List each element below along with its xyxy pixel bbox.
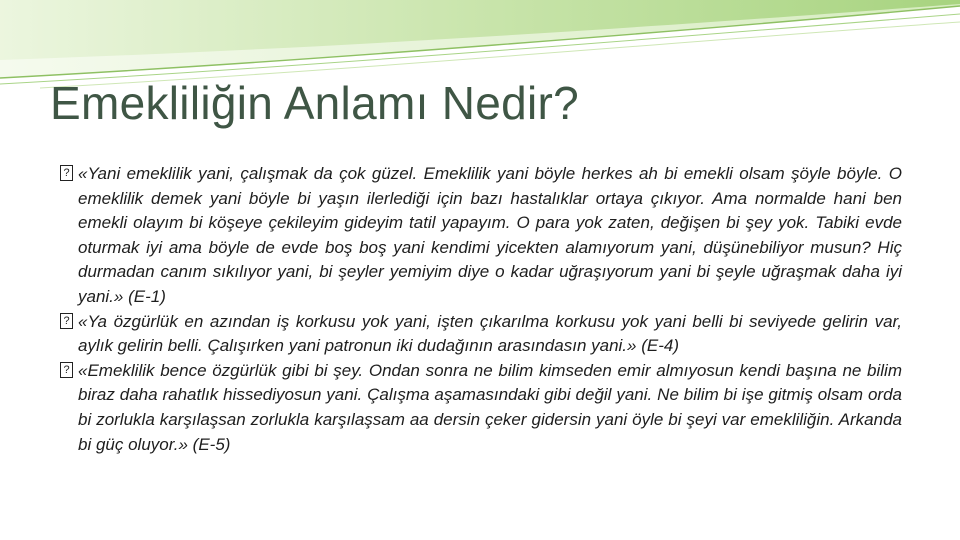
quote-text-2: «Ya özgürlük en azından iş korkusu yok yani, işten çıkarılma korkusu yok yani belli bi seviyede gelirin var, aylık gelirin belli. Çalışırken yani patronun iki dudağının arasındasın yani.» (E-4) — [78, 311, 902, 356]
slide-title: Emekliliğin Anlamı Nedir? — [50, 77, 580, 129]
quote-text-1: «Yani emeklilik yani, çalışmak da çok güzel. Emeklilik yani böyle herkes ah bi emekli olsam şöyle böyle. O emeklilik demek yani böyle bi yaşın ilerlediği için bazı hastalıklar ortaya çıkıyor. Ama normalde hani ben emekli olayım bi köşeye çekileyim gideyim tatil yapayım. O para yok zaten, değişen bi şey yok. Tabiki evde oturmak iyi ama böyle de evde boş boş yani kendimi yicekten alamıyorum yani, düşünebiliyor musun? Hiç durmadan canım sıkılıyor yani, bi şeyler yemiyim diye o kadar uğraşıyorum yani bi şeyle uğraşmak daha iyi yani.» (E-1) — [78, 164, 902, 306]
quote-paragraph-1 — [60, 162, 902, 310]
missing-glyph-bullet-icon: ? — [60, 165, 73, 181]
slide-body — [60, 162, 902, 457]
missing-glyph-bullet-icon: ? — [60, 362, 73, 378]
quote-paragraph-2 — [60, 310, 902, 359]
missing-glyph-bullet-icon: ? — [60, 313, 73, 329]
quote-paragraph-3 — [60, 359, 902, 457]
quote-text-3: «Emeklilik bence özgürlük gibi bi şey. Ondan sonra ne bilim kimseden emir almıyosun kendi başına ne bilim biraz daha rahatlık hissediyosun yani. Çalışma aşamasındaki gibi değil yani. Ne bilim bi işe gitmiş olsam orda bi zorlukla karşılaşsan zorlukla karşılaşsam aa dersin çeker gidersin yani öyle bi şeyi var emekliliğin. Arkanda bi güç oluyor.» (E-5) — [78, 360, 902, 454]
